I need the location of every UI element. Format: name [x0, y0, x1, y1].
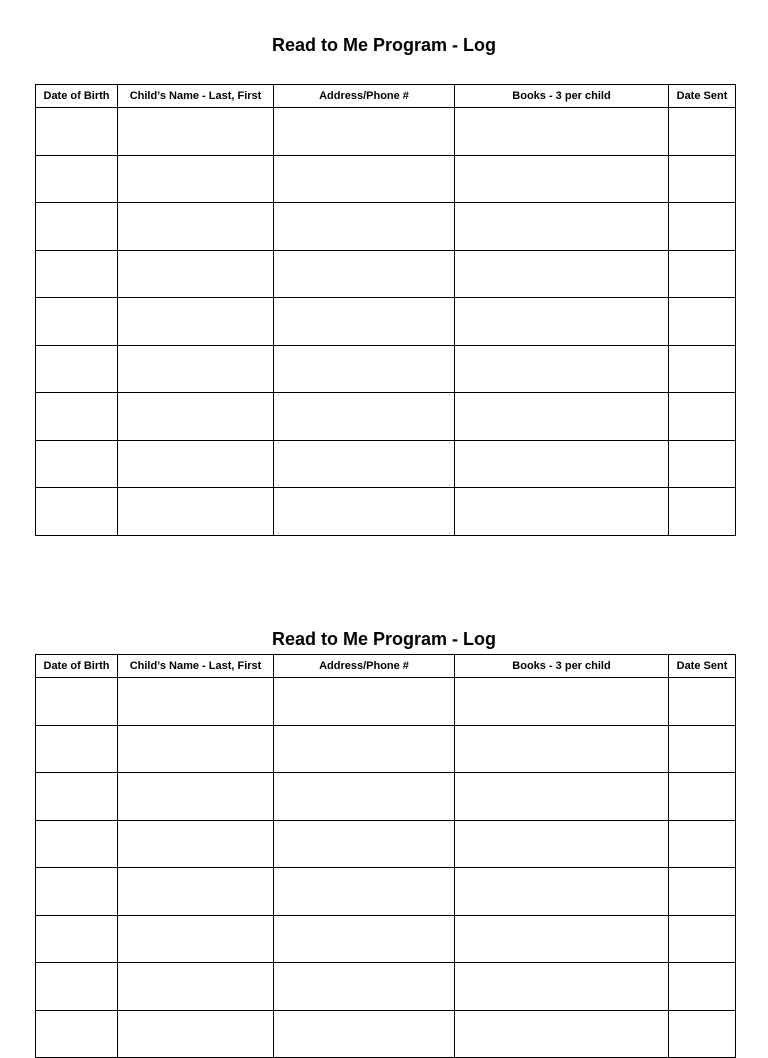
date-sent-cell — [669, 488, 736, 536]
address-phone-cell — [274, 345, 455, 393]
table-row — [36, 155, 736, 203]
date-of-birth-cell — [36, 678, 118, 726]
books-cell — [455, 393, 669, 441]
childs-name-cell — [118, 678, 274, 726]
table-row — [36, 868, 736, 916]
column-header-childs-name: Child’s Name - Last, First — [118, 655, 274, 678]
date-of-birth-cell — [36, 203, 118, 251]
date-of-birth-cell — [36, 440, 118, 488]
log-table — [35, 84, 736, 536]
books-cell — [455, 820, 669, 868]
address-phone-cell — [274, 488, 455, 536]
date-sent-cell — [669, 963, 736, 1011]
column-header-books: Books - 3 per child — [455, 85, 669, 108]
table-row — [36, 773, 736, 821]
address-phone-cell — [274, 773, 455, 821]
header-row — [36, 655, 736, 678]
date-sent-cell — [669, 155, 736, 203]
date-of-birth-cell — [36, 1010, 118, 1058]
childs-name-cell — [118, 773, 274, 821]
childs-name-cell — [118, 488, 274, 536]
table-row — [36, 393, 736, 441]
date-of-birth-cell — [36, 250, 118, 298]
date-sent-cell — [669, 440, 736, 488]
table-row — [36, 108, 736, 156]
date-of-birth-cell — [36, 820, 118, 868]
table-row — [36, 345, 736, 393]
date-of-birth-cell — [36, 963, 118, 1011]
date-sent-cell — [669, 298, 736, 346]
column-header-childs-name: Child’s Name - Last, First — [118, 85, 274, 108]
table-row — [36, 203, 736, 251]
date-sent-cell — [669, 345, 736, 393]
books-cell — [455, 725, 669, 773]
date-sent-cell — [669, 250, 736, 298]
date-of-birth-cell — [36, 155, 118, 203]
date-of-birth-cell — [36, 868, 118, 916]
address-phone-cell — [274, 963, 455, 1011]
address-phone-cell — [274, 393, 455, 441]
date-of-birth-cell — [36, 773, 118, 821]
table-row — [36, 1010, 736, 1058]
column-header-address-phone: Address/Phone # — [274, 655, 455, 678]
column-header-date-sent: Date Sent — [669, 85, 736, 108]
table-row — [36, 915, 736, 963]
childs-name-cell — [118, 203, 274, 251]
childs-name-cell — [118, 345, 274, 393]
log-title: Read to Me Program - Log — [271, 629, 496, 649]
date-sent-cell — [669, 393, 736, 441]
address-phone-cell — [274, 725, 455, 773]
date-sent-cell — [669, 1010, 736, 1058]
books-cell — [455, 345, 669, 393]
books-cell — [455, 203, 669, 251]
date-of-birth-cell — [36, 298, 118, 346]
log-title: Read to Me Program - Log — [271, 35, 496, 55]
table-row — [36, 250, 736, 298]
column-header-date-sent: Date Sent — [669, 655, 736, 678]
address-phone-cell — [274, 1010, 455, 1058]
date-sent-cell — [669, 108, 736, 156]
date-of-birth-cell — [36, 915, 118, 963]
date-of-birth-cell — [36, 488, 118, 536]
books-cell — [455, 488, 669, 536]
books-cell — [455, 678, 669, 726]
childs-name-cell — [118, 820, 274, 868]
date-sent-cell — [669, 725, 736, 773]
childs-name-cell — [118, 868, 274, 916]
date-sent-cell — [669, 868, 736, 916]
table-row — [36, 820, 736, 868]
table-row — [36, 678, 736, 726]
childs-name-cell — [118, 155, 274, 203]
books-cell — [455, 250, 669, 298]
column-header-date-of-birth: Date of Birth — [36, 655, 118, 678]
date-sent-cell — [669, 820, 736, 868]
address-phone-cell — [274, 108, 455, 156]
childs-name-cell — [118, 298, 274, 346]
date-sent-cell — [669, 915, 736, 963]
books-cell — [455, 108, 669, 156]
books-cell — [455, 963, 669, 1011]
childs-name-cell — [118, 250, 274, 298]
date-of-birth-cell — [36, 725, 118, 773]
date-sent-cell — [669, 678, 736, 726]
books-cell — [455, 1010, 669, 1058]
books-cell — [455, 155, 669, 203]
date-of-birth-cell — [36, 393, 118, 441]
table-row — [36, 298, 736, 346]
address-phone-cell — [274, 250, 455, 298]
address-phone-cell — [274, 868, 455, 916]
childs-name-cell — [118, 108, 274, 156]
address-phone-cell — [274, 915, 455, 963]
childs-name-cell — [118, 440, 274, 488]
date-sent-cell — [669, 773, 736, 821]
childs-name-cell — [118, 1010, 274, 1058]
table-row — [36, 440, 736, 488]
childs-name-cell — [118, 725, 274, 773]
address-phone-cell — [274, 155, 455, 203]
books-cell — [455, 773, 669, 821]
books-cell — [455, 440, 669, 488]
column-header-address-phone: Address/Phone # — [274, 85, 455, 108]
books-cell — [455, 915, 669, 963]
table-row — [36, 488, 736, 536]
column-header-date-of-birth: Date of Birth — [36, 85, 118, 108]
log-table — [35, 654, 736, 1058]
childs-name-cell — [118, 963, 274, 1011]
table-row — [36, 963, 736, 1011]
address-phone-cell — [274, 298, 455, 346]
column-header-books: Books - 3 per child — [455, 655, 669, 678]
address-phone-cell — [274, 440, 455, 488]
header-row — [36, 85, 736, 108]
table-row — [36, 725, 736, 773]
address-phone-cell — [274, 820, 455, 868]
childs-name-cell — [118, 915, 274, 963]
date-sent-cell — [669, 203, 736, 251]
books-cell — [455, 298, 669, 346]
books-cell — [455, 868, 669, 916]
childs-name-cell — [118, 393, 274, 441]
address-phone-cell — [274, 203, 455, 251]
address-phone-cell — [274, 678, 455, 726]
date-of-birth-cell — [36, 345, 118, 393]
date-of-birth-cell — [36, 108, 118, 156]
